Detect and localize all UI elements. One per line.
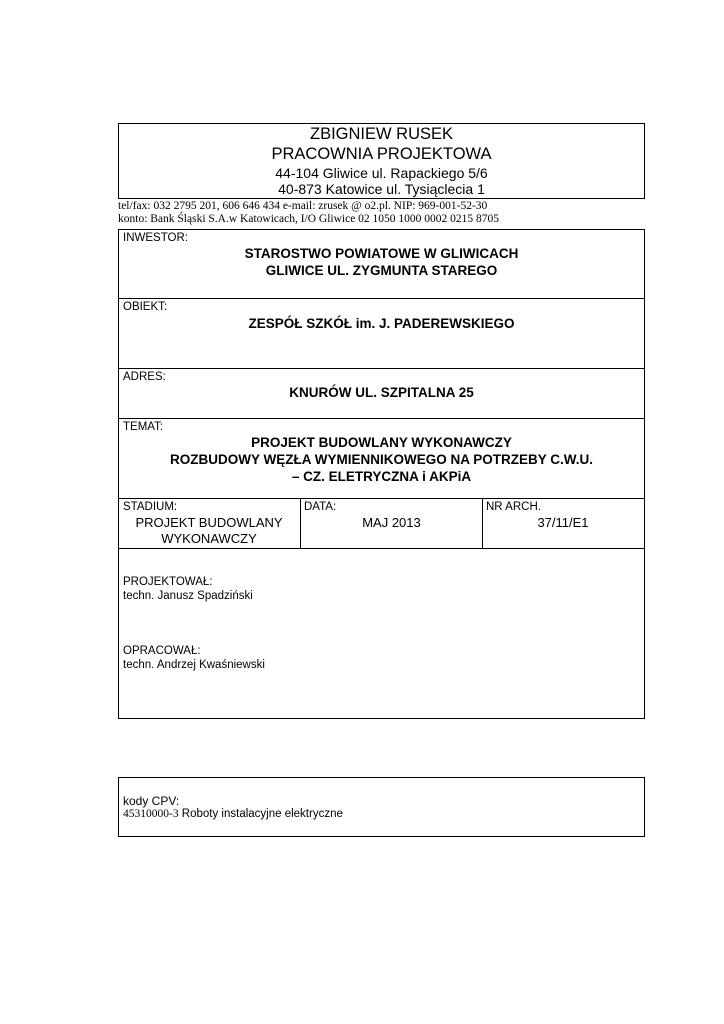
arch-label: NR ARCH. xyxy=(486,501,541,513)
company-name: ZBIGNIEW RUSEK xyxy=(309,125,453,143)
designed-label: PROJEKTOWAŁ: xyxy=(123,576,213,588)
object-label: OBIEKT: xyxy=(123,301,168,313)
divider xyxy=(119,418,644,419)
prepared-label: OPRACOWAŁ: xyxy=(123,645,201,657)
object-value: ZESPÓŁ SZKÓŁ im. J. PADEREWSKIEGO xyxy=(248,316,515,331)
date-value: MAJ 2013 xyxy=(362,515,421,530)
bank-line: konto: Bank Śląski S.A.w Katowicach, I/O Gliwice 02 1050 1000 0002 0215 8705 xyxy=(118,213,500,225)
divider xyxy=(119,368,644,369)
divider xyxy=(119,498,644,499)
address-gliwice: 44-104 Gliwice ul. Rapackiego 5/6 xyxy=(275,165,488,181)
stage-label: STADIUM: xyxy=(123,501,178,513)
address-katowice: 40-873 Katowice ul. Tysiąclecia 1 xyxy=(278,181,485,197)
stage-line2: WYKONAWCZY xyxy=(161,531,257,546)
header-box xyxy=(118,123,645,199)
divider xyxy=(119,298,644,299)
arch-value: 37/11/E1 xyxy=(537,515,589,530)
topic-line1: PROJEKT BUDOWLANY WYKONAWCZY xyxy=(251,435,512,450)
investor-line1: STAROSTWO POWIATOWE W GLIWICACH xyxy=(244,246,519,261)
cpv-code: 45310000-3 xyxy=(123,808,179,820)
topic-line2: ROZBUDOWY WĘZŁA WYMIENNIKOWEGO NA POTRZEBY C.W.U. xyxy=(170,452,593,467)
cpv-label: kody CPV: xyxy=(123,794,180,808)
designed-name: techn. Janusz Spadziński xyxy=(123,590,253,602)
stage-value xyxy=(119,515,299,547)
date-label: DATA: xyxy=(304,501,337,513)
address-value: KNURÓW UL. SZPITALNA 25 xyxy=(289,385,474,400)
divider xyxy=(119,548,644,549)
studio-name: PRACOWNIA PROJEKTOWA xyxy=(271,145,492,163)
address-label: ADRES: xyxy=(123,371,166,383)
prepared-name: techn. Andrzej Kwaśniewski xyxy=(123,659,265,671)
cpv-box xyxy=(118,777,645,837)
investor-line2: GLIWICE UL. ZYGMUNTA STAREGO xyxy=(265,263,498,278)
topic-line3: – CZ. ELETRYCZNA i AKPiA xyxy=(291,469,472,484)
investor-label: INWESTOR: xyxy=(123,232,188,244)
cpv-description: Roboty instalacyjne elektryczne xyxy=(181,808,343,820)
main-form xyxy=(118,229,645,719)
cpv-entry xyxy=(123,808,343,820)
stage-line1: PROJEKT BUDOWLANY xyxy=(135,515,283,530)
contact-line: tel/fax: 032 2795 201, 606 646 434 e-mail: zrusek @ o2.pl. NIP: 969-001-52-30 xyxy=(118,200,488,212)
topic-label: TEMAT: xyxy=(123,421,164,433)
